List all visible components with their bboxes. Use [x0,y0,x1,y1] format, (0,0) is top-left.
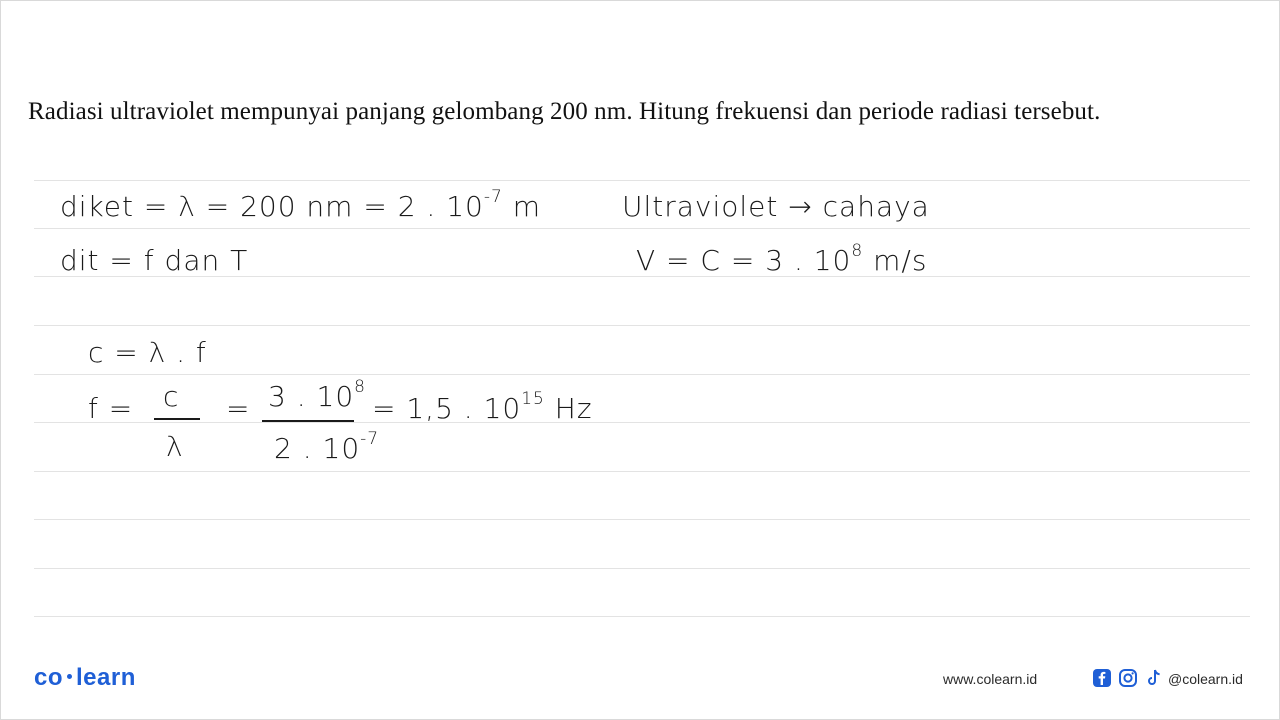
frac2-denominator: 2 . $10^{-7}$ [274,428,380,465]
result-line: = 1,5 . $10^{15}$ Hz [372,388,593,425]
question-text: Radiasi ultraviolet mempunyai panjang gelombang 200 nm. Hitung frekuensi dan periode radiasi tersebut. [28,98,1101,125]
frac1-numerator: c [163,380,180,413]
f-label: f = [88,392,134,425]
ruled-line [34,616,1250,617]
given-line: diket = λ = 200 nm = 2 . $10^{-7}$ m [60,186,541,223]
colearn-logo: co learn [34,664,136,691]
facebook-icon[interactable] [1092,668,1112,688]
website-link[interactable]: www.colearn.id [943,671,1038,687]
uv-note: Ultraviolet → cahaya [622,190,930,223]
instagram-icon[interactable] [1118,668,1138,688]
asked-line: dit = f dan T [60,244,249,277]
formula-line: c = λ . f [88,336,207,369]
ruled-line [34,471,1250,472]
ruled-line [34,568,1250,569]
frac2-bar [262,420,354,422]
ruled-line [34,374,1250,375]
equals-sign: = [226,392,251,425]
ruled-line [34,180,1250,181]
ruled-line [34,519,1250,520]
frac1-bar [154,418,200,420]
tiktok-icon[interactable] [1144,668,1164,688]
social-handle[interactable]: @colearn.id [1168,671,1243,687]
frac1-denominator: λ [166,430,184,463]
frac2-numerator: 3 . $10^8$ [268,376,366,413]
ruled-line [34,325,1250,326]
ruled-line [34,422,1250,423]
speed-line: V = C = 3 . $10^8$ m/s [636,240,928,277]
ruled-line [34,228,1250,229]
